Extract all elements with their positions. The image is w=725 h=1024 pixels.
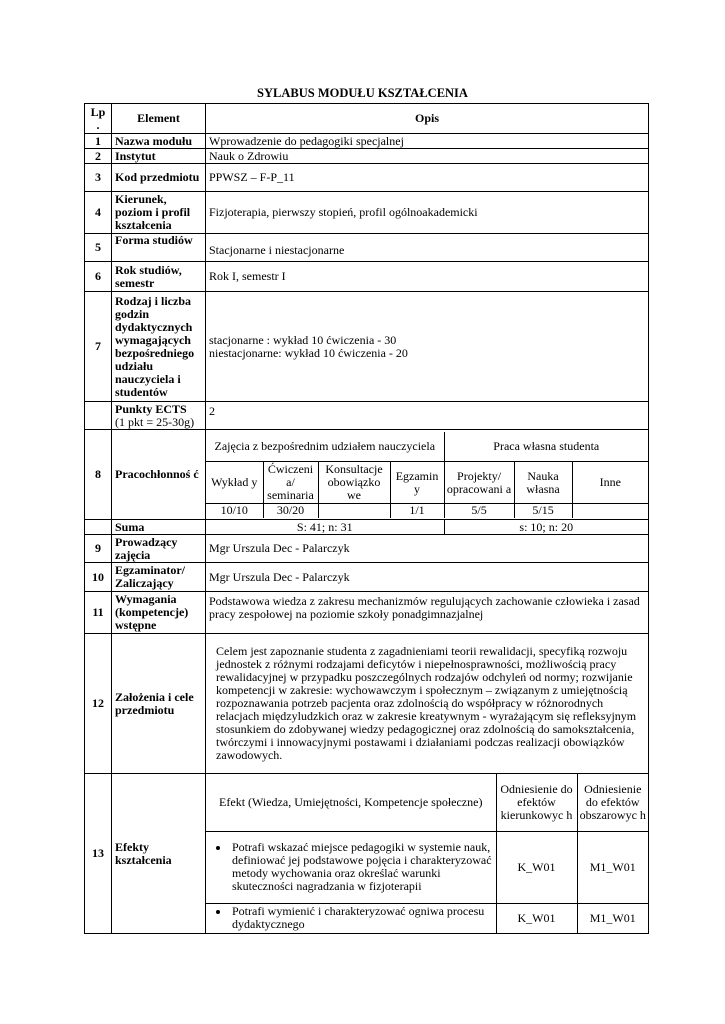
row-lp: 10 (85, 563, 112, 592)
row-element: Pracochłonnoś ć (112, 430, 206, 520)
col-header: Egzamin y (390, 462, 444, 504)
effects-col-obsz: Odniesienie do efektów obszarowyc h (577, 774, 648, 831)
value-cell: 10/10 (206, 504, 263, 518)
table-row (85, 149, 649, 164)
row-lp: 4 (85, 192, 112, 234)
ects-sub: (1 pkt = 25-30g) (115, 414, 195, 429)
row-element: Egzaminator/ Zaliczający (112, 563, 206, 592)
table-row (85, 592, 649, 634)
row-opis: Mgr Urszula Dec - Palarczyk (206, 563, 649, 592)
row-element: Instytut (112, 149, 206, 164)
effects-table (206, 774, 648, 933)
effect-item (206, 831, 496, 903)
row-lp: 8 (85, 430, 112, 520)
col-header: Inne (572, 462, 648, 504)
row-opis: Fizjoterapia, pierwszy stopień, profil ogólnoakademicki (206, 192, 649, 234)
sum-contact: S: 41; n: 31 (206, 520, 444, 534)
row-lp: 9 (85, 535, 112, 563)
sum-label: Suma (112, 520, 206, 535)
row-lp: 12 (85, 634, 112, 774)
effect-text: • Potrafi wymienić i charakteryzować ogniwa procesu dydaktycznego (230, 905, 494, 931)
value-cell (318, 504, 390, 518)
ects-label: Punkty ECTS (115, 401, 187, 416)
effect-kier: K_W01 (496, 903, 577, 933)
row-lp: 5 (85, 234, 112, 262)
row-opis: Mgr Urszula Dec - Palarczyk (206, 535, 649, 563)
col-header: Konsultacje obowiązko we (318, 462, 390, 504)
effects-col-effect: Efekt (Wiedza, Umiejętności, Kompetencje społeczne) (206, 774, 496, 831)
table-row (85, 563, 649, 592)
table-row (85, 164, 649, 192)
table-row (85, 262, 649, 292)
effect-text: • Potrafi wskazać miejsce pedagogiki w systemie nauk, definiować jej podstawowe pojęcia i charakteryzować metody wychowania oraz określać warunki skuteczności nagradzania w fizjoterapii (230, 841, 494, 893)
table-row (85, 535, 649, 563)
effect-item (206, 903, 496, 933)
row-element: Nazwa modułu (112, 134, 206, 149)
row-lp (85, 520, 112, 535)
opis-line: stacjonarne : wykład 10 ćwiczenia - 30 (209, 332, 397, 347)
col-header: Nauka własna (514, 462, 572, 504)
row-opis: PPWSZ – F-P_11 (206, 164, 649, 192)
effects-col-kier: Odniesienie do efektów kierunkowyc h (496, 774, 577, 831)
table-row (85, 134, 649, 149)
col-header: Wykład y (206, 462, 263, 504)
row-lp (85, 402, 112, 430)
value-cell (572, 504, 648, 518)
workload-row (85, 430, 649, 520)
table-row (85, 234, 649, 262)
effect-kier: K_W01 (496, 831, 577, 903)
header-lp: Lp . (85, 104, 112, 134)
row-element: Prowadzący zajęcia (112, 535, 206, 563)
row-element (112, 402, 206, 430)
value-cell: 1/1 (390, 504, 444, 518)
value-cell: 5/5 (444, 504, 514, 518)
syllabus-table (84, 103, 649, 934)
row-element: Kod przedmiotu (112, 164, 206, 192)
document-title: SYLABUS MODUŁU KSZTAŁCENIA (257, 86, 468, 100)
row-element: Rodzaj i liczba godzin dydaktycznych wymagających bezpośredniego udziału nauczyciela i studentów (112, 292, 206, 402)
row-opis: Celem jest zapoznanie studenta z zagadnieniami teorii rewalidacji, specyfiką rozwoju jednostek z różnymi rodzajami deficytów i niepełnosprawności, możliwością pracy rewalidacyjnej w przypadku poszczególnych rodzajów odchyleń od normy; rozwijanie kompetencji w zakresie: wychowawczym i społecznym – związanym z umiejętnością rozpoznawania potrzeb pacjenta oraz zdolnością do współpracy w różnorodnych relacjach międzyludzkich oraz w zakresie kreatywnym - wyrażającym się refleksyjnym stosunkiem do zdobywanej wiedzy pedagogicznej oraz zdolnością do samokształcenia, twórczymi i innowacyjnymi postawami i działaniami podczas realizacji obowiązków zawodowych. (206, 634, 649, 774)
row-opis: Wprowadzenie do pedagogiki specjalnej (206, 134, 649, 149)
row-element: Efekty kształcenia (112, 774, 206, 934)
row-opis: 2 (206, 402, 649, 430)
effect-obsz: M1_W01 (577, 903, 648, 933)
table-row (85, 634, 649, 774)
group-self: Praca własna studenta (444, 432, 648, 462)
table-row (85, 192, 649, 234)
row-element: Wymagania (kompetencje) wstępne (112, 592, 206, 634)
header-opis: Opis (206, 104, 649, 134)
table-row (85, 402, 649, 430)
value-cell: 30/20 (263, 504, 318, 518)
row-opis: Nauk o Zdrowiu (206, 149, 649, 164)
col-header: Ćwiczeni a/ seminaria (263, 462, 318, 504)
table-row (85, 292, 649, 402)
opis-line: niestacjonarne: wykład 10 ćwiczenia - 20 (209, 345, 408, 360)
row-lp: 7 (85, 292, 112, 402)
row-element: Forma studiów (112, 234, 206, 262)
sum-table (206, 520, 648, 534)
row-lp: 6 (85, 262, 112, 292)
sum-cell (206, 520, 649, 535)
row-element: Kierunek, poziom i profil kształcenia (112, 192, 206, 234)
sum-self: s: 10; n: 20 (444, 520, 648, 534)
row-opis (206, 292, 649, 402)
row-opis: Rok I, semestr I (206, 262, 649, 292)
row-lp: 2 (85, 149, 112, 164)
row-opis: Podstawowa wiedza z zakresu mechanizmów regulujących zachowanie człowieka i zasad pracy zespołowej na poziomie szkoły ponadgimnazjalnej (206, 592, 649, 634)
row-lp: 13 (85, 774, 112, 934)
header-element: Element (112, 104, 206, 134)
workload-table (206, 432, 648, 518)
row-lp: 3 (85, 164, 112, 192)
row-opis: Stacjonarne i niestacjonarne (206, 234, 649, 262)
row-element: Rok studiów, semestr (112, 262, 206, 292)
effects-row (85, 774, 649, 934)
row-lp: 11 (85, 592, 112, 634)
sum-row (85, 520, 649, 535)
row-lp: 1 (85, 134, 112, 149)
value-cell: 5/15 (514, 504, 572, 518)
effects-table-cell (206, 774, 649, 934)
col-header: Projekty/ opracowani a (444, 462, 514, 504)
effect-obsz: M1_W01 (577, 831, 648, 903)
row-element: Założenia i cele przedmiotu (112, 634, 206, 774)
workload-table-cell (206, 430, 649, 520)
group-contact: Zajęcia z bezpośrednim udziałem nauczyciela (206, 432, 444, 462)
header-row (85, 104, 649, 134)
